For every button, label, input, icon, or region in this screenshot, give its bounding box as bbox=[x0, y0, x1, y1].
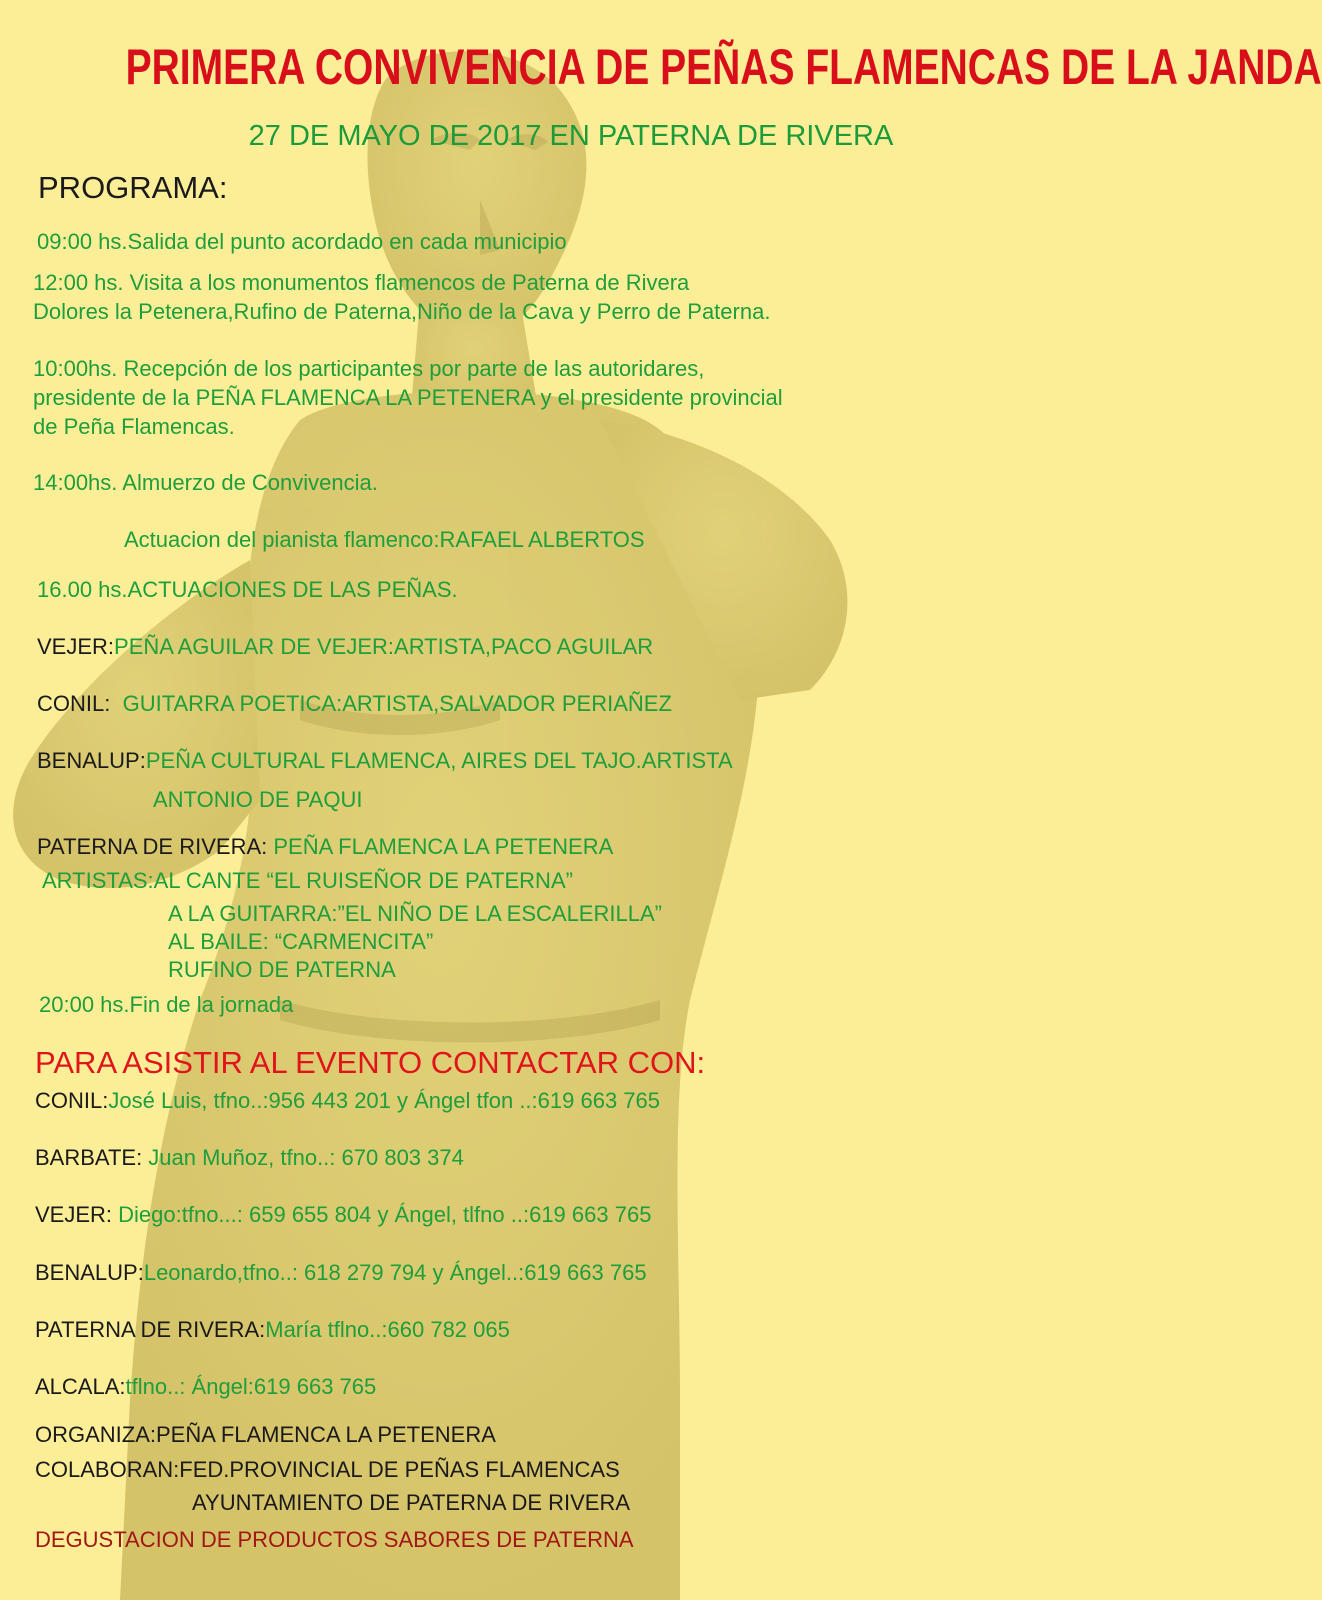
contact-heading: PARA ASISTIR AL EVENTO CONTACTAR CON: bbox=[35, 1045, 706, 1080]
contact-paterna bbox=[35, 1315, 510, 1344]
artistas-line1: ARTISTAS:AL CANTE “EL RUISEÑOR DE PATERNA” bbox=[42, 868, 573, 893]
vejer-line bbox=[37, 632, 653, 661]
flyer-title: PRIMERA CONVIVENCIA DE PEÑAS FLAMENCAS DE LA JANDA bbox=[125, 39, 1322, 95]
contact-vejer-text: Diego:tfno...: 659 655 804 y Ángel, tlfno ..:619 663 765 bbox=[112, 1202, 652, 1227]
contact-barbate-text: Juan Muñoz, tfno..: 670 803 374 bbox=[142, 1145, 464, 1170]
contact-barbate-label: BARBATE: bbox=[35, 1145, 143, 1170]
contact-paterna-text: María tflno..:660 782 065 bbox=[265, 1317, 510, 1342]
conil-label: CONIL: bbox=[37, 691, 111, 716]
benalup-text: PEÑA CULTURAL FLAMENCA, AIRES DEL TAJO.ARTISTA bbox=[145, 748, 733, 773]
program-item-1200-line1: 12:00 hs. Visita a los monumentos flamencos de Paterna de Rivera bbox=[33, 270, 690, 295]
contact-conil-text: José Luis, tfno..:956 443 201 y Ángel tfon ..:619 663 765 bbox=[108, 1088, 660, 1113]
program-item-1000-line2: presidente de la PEÑA FLAMENCA LA PETENERA y el presidente provincial bbox=[33, 385, 783, 410]
benalup-artist: ANTONIO DE PAQUI bbox=[153, 787, 363, 812]
organiza-line: ORGANIZA:PEÑA FLAMENCA LA PETENERA bbox=[35, 1422, 496, 1447]
vejer-text: PEÑA AGUILAR DE VEJER:ARTISTA,PACO AGUILAR bbox=[114, 634, 654, 659]
contact-conil-label: CONIL: bbox=[35, 1088, 109, 1113]
contact-vejer bbox=[35, 1200, 651, 1229]
vejer-label: VEJER: bbox=[37, 634, 115, 659]
contact-alcala bbox=[35, 1372, 376, 1401]
artistas-line3: AL BAILE: “CARMENCITA” bbox=[168, 929, 434, 954]
program-item-2000: 20:00 hs.Fin de la jornada bbox=[39, 992, 294, 1017]
conil-text: GUITARRA POETICA:ARTISTA,SALVADOR PERIAÑEZ bbox=[122, 691, 672, 716]
paterna-label: PATERNA DE RIVERA: bbox=[37, 834, 268, 859]
contact-conil bbox=[35, 1086, 660, 1115]
program-item-1400: 14:00hs. Almuerzo de Convivencia. bbox=[33, 470, 378, 495]
colaboran-line1: COLABORAN:FED.PROVINCIAL DE PEÑAS FLAMENCAS bbox=[35, 1457, 620, 1482]
contact-alcala-text: tflno..: Ángel:619 663 765 bbox=[125, 1374, 377, 1399]
paterna-text: PEÑA FLAMENCA LA PETENERA bbox=[267, 834, 614, 859]
event-date-location: 27 DE MAYO DE 2017 EN PATERNA DE RIVERA bbox=[248, 120, 894, 152]
program-item-1200-line2: Dolores la Petenera,Rufino de Paterna,Niño de la Cava y Perro de Paterna. bbox=[33, 299, 771, 324]
contact-alcala-label: ALCALA: bbox=[35, 1374, 126, 1399]
contact-paterna-label: PATERNA DE RIVERA: bbox=[35, 1317, 266, 1342]
benalup-line bbox=[37, 746, 733, 775]
contact-vejer-label: VEJER: bbox=[35, 1202, 113, 1227]
colaboran-line2: AYUNTAMIENTO DE PATERNA DE RIVERA bbox=[192, 1490, 631, 1515]
programa-heading: PROGRAMA: bbox=[38, 170, 228, 205]
program-item-1000-line1: 10:00hs. Recepción de los participantes por parte de las autoridares, bbox=[33, 356, 705, 381]
contact-benalup-label: BENALUP: bbox=[35, 1260, 144, 1285]
artistas-line4: RUFINO DE PATERNA bbox=[168, 957, 396, 982]
benalup-label: BENALUP: bbox=[37, 748, 146, 773]
artistas-line2: A LA GUITARRA:”EL NIÑO DE LA ESCALERILLA” bbox=[168, 901, 662, 926]
program-pianist: Actuacion del pianista flamenco:RAFAEL ALBERTOS bbox=[124, 527, 645, 552]
paterna-line bbox=[37, 832, 613, 861]
conil-line bbox=[37, 689, 672, 718]
degustacion-line: DEGUSTACION DE PRODUCTOS SABORES DE PATERNA bbox=[35, 1527, 634, 1552]
contact-barbate bbox=[35, 1143, 464, 1172]
program-item-1600: 16.00 hs.ACTUACIONES DE LAS PEÑAS. bbox=[37, 577, 458, 602]
contact-benalup bbox=[35, 1258, 647, 1287]
program-item-0900: 09:00 hs.Salida del punto acordado en cada municipio bbox=[37, 229, 567, 254]
contact-benalup-text: Leonardo,tfno..: 618 279 794 y Ángel..:619 663 765 bbox=[143, 1260, 647, 1285]
program-item-1000-line3: de Peña Flamencas. bbox=[33, 414, 235, 439]
